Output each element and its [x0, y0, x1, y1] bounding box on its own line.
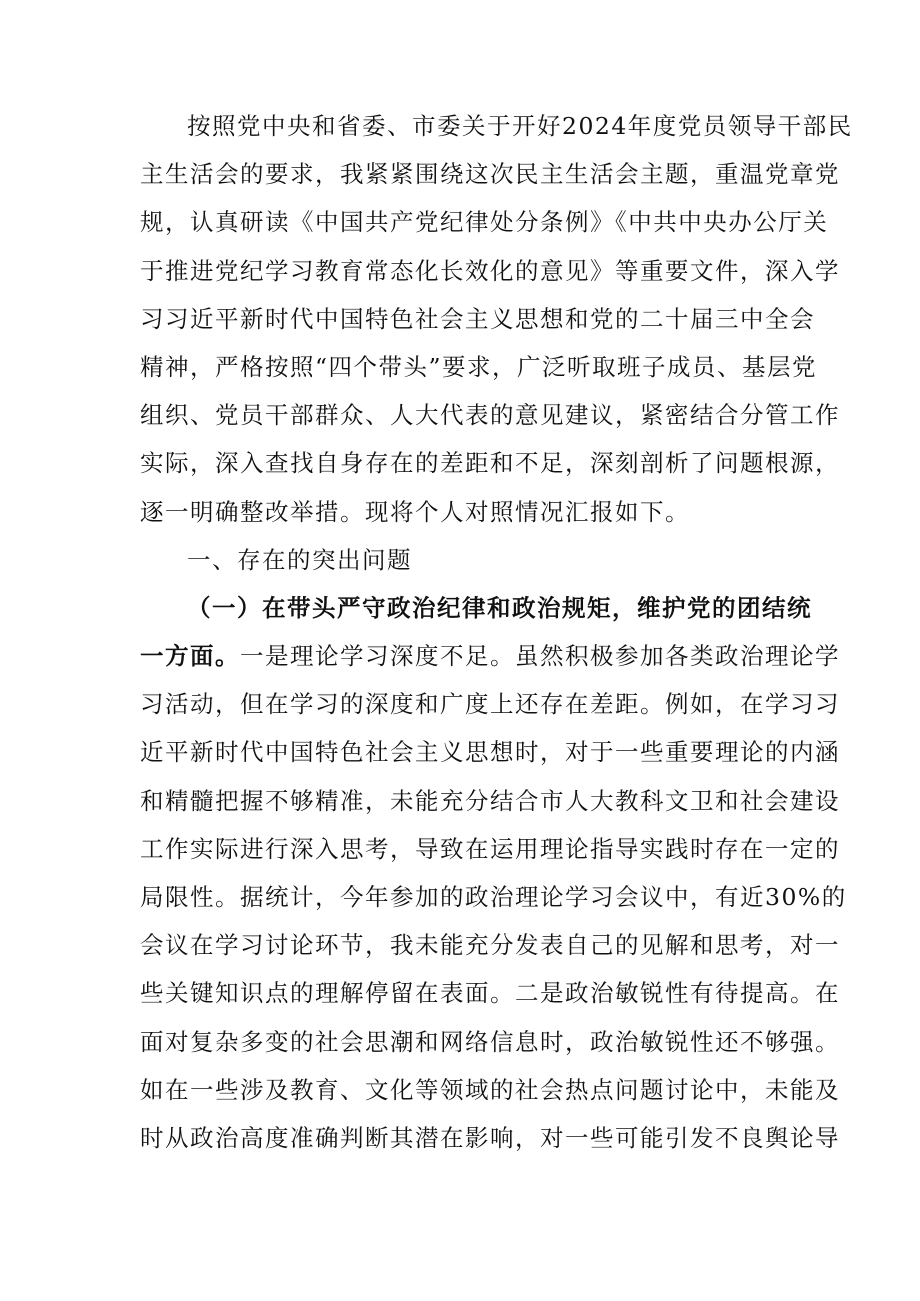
paragraph-line	[140, 632, 840, 680]
subsection-paragraph	[140, 584, 847, 1162]
paragraph-line: 工作实际进行深入思考，导致在运用理论指导实践时存在一定的	[140, 834, 840, 863]
paragraph-line: 近平新时代中国特色社会主义思想时，对于一些重要理论的内涵	[140, 738, 840, 767]
paragraph-line: 精神，严格按照“四个带头”要求，广泛听取班子成员、基层党	[140, 352, 818, 381]
paragraph-line: 组织、党员干部群众、人大代表的意见建议，紧密结合分管工作	[140, 401, 840, 430]
paragraph-line: 时从政治高度准确判断其潜在影响，对一些可能引发不良舆论导	[140, 1123, 840, 1152]
intro-paragraph	[140, 102, 853, 536]
paragraph-line: 和精髓把握不够精准，未能充分结合市人大教科文卫和社会建设	[140, 786, 840, 815]
document-page	[140, 102, 853, 1162]
paragraph-text: 一是理论学习深度不足。虽然积极参加各类政治理论学	[240, 642, 840, 671]
paragraph-line: 习活动，但在学习的深度和广度上还存在差距。例如，在学习习	[140, 690, 840, 719]
paragraph-line: 规，认真研读《中国共产党纪律处分条例》《中共中央办公厅关	[140, 208, 829, 237]
paragraph-line: 会议在学习讨论环节，我未能充分发表自己的见解和思考，对一	[140, 931, 840, 960]
paragraph-line: 于推进党纪学习教育常态化长效化的意见》等重要文件，深入学	[140, 256, 840, 285]
paragraph-line: 习习近平新时代中国特色社会主义思想和党的二十届三中全会	[140, 304, 815, 333]
subsection-title: （一）在带头严守政治纪律和政治规矩，维护党的团结统	[187, 593, 812, 622]
paragraph-line: 逐一明确整改举措。现将个人对照情况汇报如下。	[140, 497, 690, 526]
paragraph-line: 面对复杂多变的社会思潮和网络信息时，政治敏锐性还不够强。	[140, 1027, 840, 1056]
subsection-title-end: 一方面。	[140, 642, 240, 671]
paragraph-line: 主生活会的要求，我紧紧围绕这次民主生活会主题，重温党章党	[140, 160, 840, 189]
paragraph-line: 如在一些涉及教育、文化等领域的社会热点问题讨论中，未能及	[140, 1075, 840, 1104]
section-heading: 一、存在的突出问题	[187, 545, 412, 574]
paragraph-line: 些关键知识点的理解停留在表面。二是政治敏锐性有待提高。在	[140, 979, 840, 1008]
paragraph-line: 按照党中央和省委、市委关于开好2024年度党员领导干部民	[187, 112, 853, 140]
paragraph-line: 局限性。据统计，今年参加的政治理论学习会议中，有近30%的	[140, 883, 847, 911]
paragraph-line: 实际，深入查找自身存在的差距和不足，深刻剖析了问题根源，	[140, 449, 840, 478]
